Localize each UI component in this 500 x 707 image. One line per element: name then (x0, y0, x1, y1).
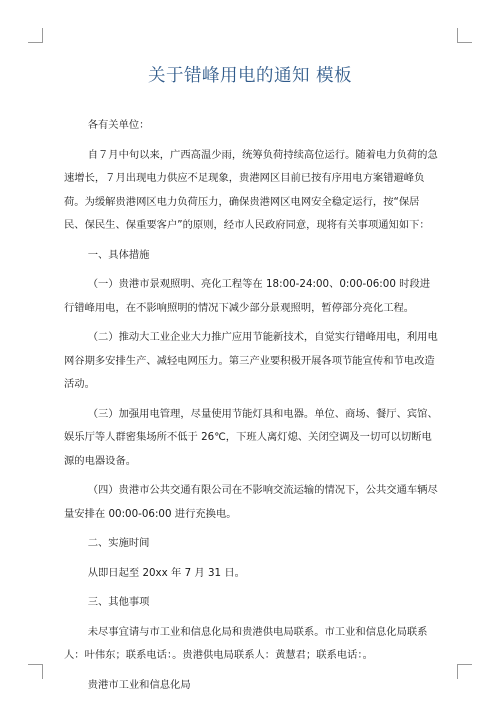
section3-heading: 三、其他事项 (87, 596, 150, 608)
section1-item-3: （三）加强用电管理，尽量使用节能灯具和电器。单位、商场、餐厅、宾馆、娱乐厅等人群密集场所不低于 26℃，下班人离灯熄、关闭空调及一切可以切断电源的电器设备。 (64, 407, 438, 467)
intro-paragraph: 自７月中旬以来，广西高温少雨，统筹负荷持续高位运行。随着电力负荷的急速增长，７月出现电力供应不足现象，贵港网区目前已按有序用电方案错避峰负荷。为缓解贵港网区电力负荷压力，确保贵港网区电网安全稳定运行，按“保居民、保民生、保重要客户”的原则，经市人民政府同意，现将有关事项通知如下： (64, 148, 438, 231)
crop-mark-bottom-right (457, 664, 472, 679)
document-title: 关于错峰用电的通知 模板 (147, 66, 353, 86)
salutation: 各有关单位： (87, 119, 150, 131)
section1-item-2: （二）推动大工业企业大力推广应用节能新技术，自觉实行错峰用电，利用电网谷期多安排生产、减轻电网压力。第三产业要积极开展各项节能宣传和节电改造活动。 (64, 331, 438, 390)
section1-heading: 一、具体措施 (87, 248, 150, 261)
document-body (64, 114, 438, 697)
signature: 贵港市工业和信息化局 (87, 678, 191, 691)
section3-text: 未尽事宜请与市工业和信息化局和贵港供电局联系。市工业和信息化局联系人：叶伟东；联系电话：。贵港供电局联系人：黄慧君；联系电话：。 (64, 625, 428, 661)
section2-text: 从即日起至 20xx 年 7 月 31 日。 (87, 566, 245, 579)
section1-item-4: （四）贵港市公共交通有限公司在不影响交流运输的情况下，公共交通车辆尽量安排在 00:00-06:00 进行充换电。 (64, 484, 438, 520)
section1-item-1: （一）贵港市景观照明、亮化工程等在 18:00-24:00、0:00-06:00 时段进行错峰用电，在不影响照明的情况下减少部分景观照明，暂停部分亮化工程。 (64, 278, 431, 314)
crop-mark-bottom-left (28, 664, 43, 679)
section2-heading: 二、实施时间 (87, 537, 150, 549)
crop-mark-top-right (457, 28, 472, 43)
crop-mark-top-left (28, 28, 43, 43)
